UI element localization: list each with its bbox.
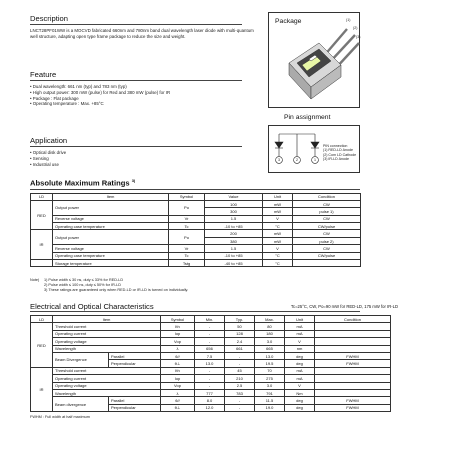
- table-cell: [31, 260, 53, 267]
- table-cell: [315, 382, 391, 389]
- note-line: 3) These ratings are guaranteed only when RED-LD or IR-LD is turned on individually.: [44, 288, 189, 292]
- table-cell: Threshold current: [53, 323, 161, 330]
- amr-heading-note: 3): [131, 178, 136, 183]
- list-item: • Optical disk drive: [30, 150, 260, 156]
- table-cell: °C: [263, 260, 293, 267]
- table-cell: λ: [161, 345, 195, 352]
- pin-assignment-figure: [268, 125, 360, 173]
- table-cell: 2.4: [225, 338, 255, 345]
- application-section: [30, 136, 260, 167]
- table-cell: -: [195, 375, 225, 382]
- table-cell: 19.5: [255, 360, 285, 367]
- table-cell: CW/pulse: [293, 252, 361, 259]
- table-cell: deg: [285, 352, 315, 359]
- table-cell: -10 to +85: [205, 223, 263, 230]
- table-cell: 11.5: [255, 397, 285, 404]
- table-cell: FWHM: [315, 404, 391, 411]
- table-cell: V: [285, 382, 315, 389]
- package-callout-2: (2): [353, 26, 358, 30]
- table-cell: Operating voltage: [53, 338, 161, 345]
- table-cell: 45: [225, 367, 255, 374]
- pin-label-1: 1: [314, 158, 316, 162]
- description-text: LNCT28PF01WW is a MOCVD fabricated 660nm and 780nm band dual wavelength laser diode with multi-quantum well structure, adapting open type frame package to reduce the size and weight.: [30, 28, 254, 39]
- table-cell: Beam Divergence: [53, 352, 109, 367]
- table-cell: Vr: [169, 245, 205, 252]
- amr-heading: Absolute Maximum Ratings: [30, 178, 130, 188]
- list-item: • Operating temperature : Max. +85°C: [30, 101, 260, 107]
- eoc-heading-row: [30, 302, 398, 312]
- table-row: [31, 345, 391, 352]
- table-cell: Output power: [53, 230, 169, 245]
- col-header: Max.: [255, 316, 285, 323]
- col-header: Symbol: [169, 193, 205, 200]
- table-cell: Reverse voltage: [53, 245, 169, 252]
- table-cell: 70: [255, 367, 285, 374]
- table-cell: -: [195, 338, 225, 345]
- table-cell: θ⊥: [161, 404, 195, 411]
- table-cell: 128: [225, 330, 255, 337]
- note-line: 1) Pulse width ≤ 30 ns, duty ≤ 33% for RED-LD: [44, 278, 124, 282]
- table-cell: θ⊥: [161, 360, 195, 367]
- table-cell: °C: [263, 252, 293, 259]
- table-cell: nm: [285, 345, 315, 352]
- table-row: [31, 260, 361, 267]
- table-cell: -: [195, 330, 225, 337]
- feature-heading: Feature: [30, 70, 242, 81]
- table-cell: Parallel: [109, 352, 161, 359]
- table-cell: 777: [195, 389, 225, 396]
- table-cell: Iop: [161, 375, 195, 382]
- table-cell: Perpendicular: [109, 360, 161, 367]
- pin-label-2: 2: [296, 158, 298, 162]
- col-header: Symbol: [161, 316, 195, 323]
- col-header: Condition: [315, 316, 391, 323]
- col-header: Condition: [293, 193, 361, 200]
- col-header: Typ.: [225, 316, 255, 323]
- table-cell: mA: [285, 367, 315, 374]
- table-cell: -: [195, 323, 225, 330]
- table-cell: 3.0: [255, 382, 285, 389]
- amr-heading-row: [30, 178, 360, 190]
- table-cell: Ith: [161, 367, 195, 374]
- list-item: • Sensing: [30, 156, 260, 162]
- table-cell: [315, 338, 391, 345]
- application-heading: Application: [30, 136, 242, 147]
- table-cell: 300: [205, 208, 263, 215]
- feature-list: [30, 84, 260, 107]
- table-row: [31, 323, 391, 330]
- table-cell: Reverse voltage: [53, 215, 169, 222]
- table-cell: -: [225, 360, 255, 367]
- table-cell: mW: [263, 230, 293, 237]
- notes-label: Note): [30, 278, 40, 282]
- table-cell: CW: [293, 245, 361, 252]
- col-header: Unit: [285, 316, 315, 323]
- table-cell: V: [285, 338, 315, 345]
- table-cell: 1.5: [205, 215, 263, 222]
- table-cell: Po: [169, 230, 205, 245]
- table-cell: -: [195, 382, 225, 389]
- table-header-row: [31, 316, 391, 323]
- table-cell: -: [225, 397, 255, 404]
- table-cell: FWHM: [315, 360, 391, 367]
- application-list: [30, 150, 260, 167]
- eoc-conditions: Tc=25°C, CW, Po=90 mW for RED-LD, 175 mW for IR-LD: [290, 304, 398, 309]
- table-header-row: [31, 193, 361, 200]
- table-cell: [315, 330, 391, 337]
- col-header: Item: [53, 193, 169, 200]
- table-cell: -: [195, 367, 225, 374]
- table-row: [31, 382, 391, 389]
- ld-group-label: RED: [31, 200, 53, 230]
- notes-lines: [44, 278, 360, 293]
- table-cell: °C: [263, 223, 293, 230]
- table-cell: Storage temperature: [53, 260, 169, 267]
- col-header: Min.: [195, 316, 225, 323]
- table-cell: pulse 1): [293, 208, 361, 215]
- table-cell: θ//: [161, 352, 195, 359]
- table-cell: Wavelength: [53, 345, 161, 352]
- note-line: 2) Pulse width ≤ 100 ns, duty ≤ 50% for IR-LD: [44, 283, 121, 287]
- pin-legend: [323, 144, 361, 162]
- package-heading: Package: [275, 18, 302, 25]
- table-cell: 661: [225, 345, 255, 352]
- table-cell: Operating current: [53, 375, 161, 382]
- pin-legend-item: (2) Com LD Cathode: [323, 152, 357, 157]
- table-row: [31, 397, 391, 404]
- table-row: [31, 200, 361, 207]
- table-cell: Vop: [161, 338, 195, 345]
- table-cell: pulse 2): [293, 237, 361, 244]
- table-cell: -10 to +85: [205, 252, 263, 259]
- table-cell: Tc: [169, 252, 205, 259]
- table-cell: mA: [285, 330, 315, 337]
- eoc-footnote: FWHM : Full width at half maximum: [30, 415, 90, 420]
- table-cell: CW: [293, 215, 361, 222]
- table-cell: [315, 345, 391, 352]
- table-cell: Operating case temperature: [53, 223, 169, 230]
- table-cell: 8.0: [195, 397, 225, 404]
- table-cell: deg: [285, 404, 315, 411]
- table-cell: deg: [285, 360, 315, 367]
- table-cell: 50: [225, 323, 255, 330]
- table-row: [31, 367, 391, 374]
- table-cell: FWHM: [315, 397, 391, 404]
- table-cell: mA: [285, 375, 315, 382]
- table-cell: 13.0: [195, 360, 225, 367]
- pin-legend-item: (3) IR-LD Anode: [323, 157, 349, 162]
- pin-heading: Pin assignment: [284, 114, 331, 121]
- package-callout-3: (3): [356, 35, 361, 39]
- eoc-section: [30, 302, 398, 420]
- table-cell: CW: [293, 230, 361, 237]
- table-cell: Vop: [161, 382, 195, 389]
- table-cell: mW: [263, 237, 293, 244]
- feature-section: [30, 70, 260, 107]
- table-row: [31, 330, 391, 337]
- table-cell: Tstg: [169, 260, 205, 267]
- table-row: [31, 338, 391, 345]
- table-cell: Operating voltage: [53, 382, 161, 389]
- table-row: [31, 375, 391, 382]
- list-item: • High output power: 300 mW (pulse) for Red and 380 mW (pulse) for IR: [30, 90, 260, 96]
- table-cell: 200: [205, 230, 263, 237]
- table-cell: 665: [255, 345, 285, 352]
- table-cell: Po: [169, 200, 205, 215]
- table-cell: -: [225, 404, 255, 411]
- table-row: [31, 230, 361, 237]
- pin-legend-title: PIN connection: [323, 144, 348, 148]
- col-header: LD: [31, 193, 53, 200]
- table-cell: Wavelength: [53, 389, 161, 396]
- ld-group-label: IR: [31, 367, 53, 411]
- table-cell: λ: [161, 389, 195, 396]
- table-cell: 1.5: [205, 245, 263, 252]
- table-cell: Perpendicular: [109, 404, 161, 411]
- table-cell: deg: [285, 397, 315, 404]
- table-cell: 380: [205, 237, 263, 244]
- ld-group-label: RED: [31, 323, 53, 367]
- ld-group-label: IR: [31, 230, 53, 260]
- list-item: • Package : Flat package: [30, 96, 260, 102]
- table-cell: CW/pulse: [293, 223, 361, 230]
- table-cell: [315, 323, 391, 330]
- table-cell: Ith: [161, 323, 195, 330]
- table-cell: 180: [255, 330, 285, 337]
- table-cell: Nm: [285, 389, 315, 396]
- table-cell: 275: [255, 375, 285, 382]
- table-cell: Output power: [53, 200, 169, 215]
- table-cell: [315, 389, 391, 396]
- table-cell: Iop: [161, 330, 195, 337]
- table-cell: Tc: [169, 223, 205, 230]
- table-cell: 791: [255, 389, 285, 396]
- description-heading: Description: [30, 14, 242, 25]
- table-cell: Operating case temperature: [53, 252, 169, 259]
- table-row: [31, 245, 361, 252]
- table-row: [31, 389, 391, 396]
- package-drawing: [269, 13, 361, 109]
- package-figure: [268, 12, 360, 108]
- table-row: [31, 352, 391, 359]
- table-cell: -: [225, 352, 255, 359]
- package-callout-1: (1): [346, 18, 351, 22]
- table-row: [31, 252, 361, 259]
- table-cell: 100: [205, 200, 263, 207]
- table-cell: θ//: [161, 397, 195, 404]
- list-item: • Dual wavelength: 661 nm (typ) and 783 nm (typ): [30, 84, 260, 90]
- table-cell: V: [263, 215, 293, 222]
- table-cell: FWHM: [315, 352, 391, 359]
- table-row: [31, 215, 361, 222]
- table-cell: mW: [263, 200, 293, 207]
- table-cell: Operating current: [53, 330, 161, 337]
- eoc-table: [30, 315, 391, 412]
- amr-table: [30, 193, 361, 268]
- table-cell: 783: [225, 389, 255, 396]
- table-cell: [315, 375, 391, 382]
- table-cell: [315, 367, 391, 374]
- table-cell: 210: [225, 375, 255, 382]
- description-section: [30, 14, 260, 39]
- table-cell: mW: [263, 208, 293, 215]
- table-cell: Threshold current: [53, 367, 161, 374]
- table-row: [31, 223, 361, 230]
- table-cell: 656: [195, 345, 225, 352]
- table-cell: Beam divergence: [53, 397, 109, 412]
- pin-label-3: 3: [278, 158, 280, 162]
- table-cell: -40 to +85: [205, 260, 263, 267]
- col-header: LD: [31, 316, 53, 323]
- col-header: Item: [53, 316, 161, 323]
- table-cell: Parallel: [109, 397, 161, 404]
- table-cell: 19.0: [255, 404, 285, 411]
- table-cell: 7.5: [195, 352, 225, 359]
- table-cell: 2.5: [225, 382, 255, 389]
- amr-section: [30, 178, 360, 267]
- pin-legend-item: (1) RED-LD Anode: [323, 148, 353, 153]
- table-cell: V: [263, 245, 293, 252]
- table-cell: 12.0: [195, 404, 225, 411]
- table-cell: mA: [285, 323, 315, 330]
- table-cell: CW: [293, 200, 361, 207]
- table-cell: 13.0: [255, 352, 285, 359]
- table-cell: 80: [255, 323, 285, 330]
- col-header: Value: [205, 193, 263, 200]
- eoc-heading: Electrical and Optical Characteristics: [30, 302, 154, 311]
- table-cell: [293, 260, 361, 267]
- list-item: • Industrial use: [30, 162, 260, 168]
- col-header: Unit: [263, 193, 293, 200]
- table-cell: 3.0: [255, 338, 285, 345]
- table-cell: Vr: [169, 215, 205, 222]
